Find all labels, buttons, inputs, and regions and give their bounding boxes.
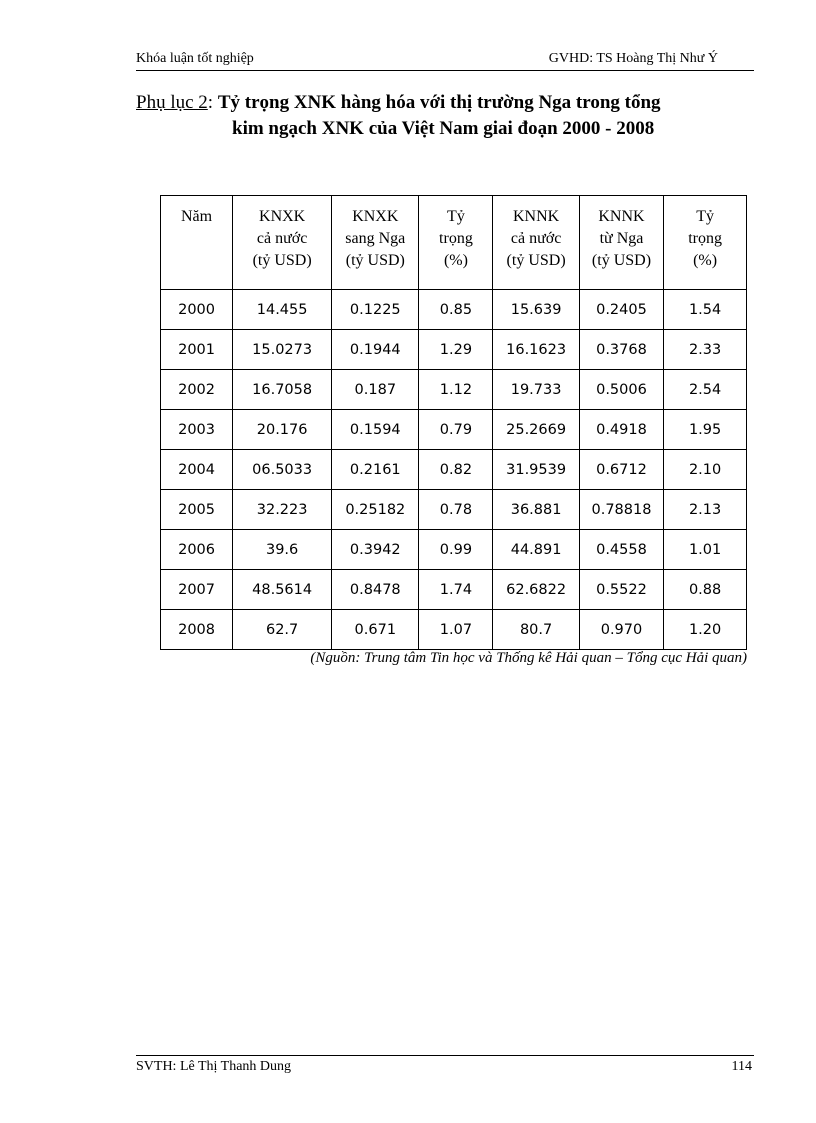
cell-export-total: 16.7058 (233, 370, 332, 410)
cell-export-share: 0.82 (419, 450, 493, 490)
cell-export-total: 06.5033 (233, 450, 332, 490)
header-line: (%) (443, 252, 468, 269)
cell-year: 2007 (161, 570, 233, 610)
table-row (161, 530, 747, 570)
header-line: (tỷ USD) (252, 252, 312, 269)
cell-export-share: 0.78 (419, 490, 493, 530)
cell-export-share: 0.79 (419, 410, 493, 450)
table-header-row (161, 196, 747, 290)
header-line: cả nước (256, 230, 308, 247)
header-thesis-label: Khóa luận tốt nghiệp (136, 51, 254, 66)
cell-export-share: 1.29 (419, 330, 493, 370)
cell-export-russia: 0.1225 (332, 290, 419, 330)
cell-import-share: 1.54 (664, 290, 747, 330)
cell-import-russia: 0.4918 (579, 410, 663, 450)
header-line: (tỷ USD) (506, 252, 566, 269)
header-year (161, 196, 233, 290)
cell-import-share: 1.20 (664, 610, 747, 650)
cell-export-total: 15.0273 (233, 330, 332, 370)
page-footer (136, 1055, 754, 1074)
table-row (161, 450, 747, 490)
table-row (161, 290, 747, 330)
cell-import-russia: 0.6712 (579, 450, 663, 490)
cell-export-share: 1.12 (419, 370, 493, 410)
cell-year: 2005 (161, 490, 233, 530)
cell-import-total: 80.7 (493, 610, 579, 650)
cell-import-russia: 0.78818 (579, 490, 663, 530)
cell-export-total: 32.223 (233, 490, 332, 530)
title-colon: : (207, 92, 218, 113)
cell-year: 2004 (161, 450, 233, 490)
cell-import-share: 1.95 (664, 410, 747, 450)
header-line: sang Nga (345, 230, 406, 247)
page-header (136, 50, 754, 71)
table-row (161, 610, 747, 650)
cell-year: 2002 (161, 370, 233, 410)
cell-import-share: 2.10 (664, 450, 747, 490)
cell-export-russia: 0.1944 (332, 330, 419, 370)
cell-import-total: 15.639 (493, 290, 579, 330)
header-line: Tỷ (696, 208, 714, 225)
table-row (161, 570, 747, 610)
header-line: KNNK (598, 208, 645, 225)
header-import-total (493, 196, 579, 290)
header-advisor: GVHD: TS Hoàng Thị Như Ý (548, 51, 718, 66)
cell-import-russia: 0.2405 (579, 290, 663, 330)
cell-import-share: 2.54 (664, 370, 747, 410)
cell-export-total: 62.7 (233, 610, 332, 650)
cell-import-russia: 0.3768 (579, 330, 663, 370)
footer-student: SVTH: Lê Thị Thanh Dung (136, 1059, 292, 1074)
cell-export-share: 1.74 (419, 570, 493, 610)
cell-year: 2003 (161, 410, 233, 450)
cell-export-russia: 0.1594 (332, 410, 419, 450)
cell-import-total: 62.6822 (493, 570, 579, 610)
cell-import-russia: 0.5006 (579, 370, 663, 410)
header-line: (tỷ USD) (345, 252, 405, 269)
title-line-2: kim ngạch XNK của Việt Nam giai đoạn 2000 - 2008 (232, 118, 655, 139)
header-line: cả nước (510, 230, 562, 247)
header-line: từ Nga (599, 230, 644, 247)
cell-year: 2001 (161, 330, 233, 370)
header-line: Tỷ (447, 208, 465, 225)
cell-export-russia: 0.8478 (332, 570, 419, 610)
cell-import-share: 0.88 (664, 570, 747, 610)
cell-export-total: 20.176 (233, 410, 332, 450)
cell-export-russia: 0.25182 (332, 490, 419, 530)
header-line: (%) (693, 252, 718, 269)
cell-export-russia: 0.671 (332, 610, 419, 650)
title-text-1: Tỷ trọng XNK hàng hóa với thị trường Nga trong tổng (217, 92, 661, 113)
header-line: (tỷ USD) (591, 252, 652, 269)
header-export-total (233, 196, 332, 290)
cell-export-russia: 0.187 (332, 370, 419, 410)
table-row (161, 410, 747, 450)
cell-import-total: 19.733 (493, 370, 579, 410)
table-row (161, 330, 747, 370)
cell-year: 2006 (161, 530, 233, 570)
cell-export-russia: 0.3942 (332, 530, 419, 570)
cell-export-russia: 0.2161 (332, 450, 419, 490)
cell-export-share: 1.07 (419, 610, 493, 650)
page-number: 114 (731, 1059, 752, 1074)
header-line: KNNK (513, 208, 560, 225)
cell-import-share: 2.33 (664, 330, 747, 370)
cell-export-total: 14.455 (233, 290, 332, 330)
title-line-1 (136, 90, 756, 116)
cell-import-total: 44.891 (493, 530, 579, 570)
cell-import-total: 31.9539 (493, 450, 579, 490)
cell-import-russia: 0.970 (579, 610, 663, 650)
trade-share-table (160, 195, 747, 650)
cell-year: 2008 (161, 610, 233, 650)
cell-export-share: 0.99 (419, 530, 493, 570)
header-import-russia (579, 196, 663, 290)
appendix-label: Phụ lục 2 (136, 92, 208, 113)
header-line: trọng (688, 230, 722, 247)
header-import-share (664, 196, 747, 290)
header-export-share (419, 196, 493, 290)
cell-import-russia: 0.5522 (579, 570, 663, 610)
cell-import-total: 16.1623 (493, 330, 579, 370)
cell-export-total: 48.5614 (233, 570, 332, 610)
header-line: KNXK (352, 208, 399, 225)
header-export-russia (332, 196, 419, 290)
table-row (161, 370, 747, 410)
header-line: trọng (439, 230, 473, 247)
cell-import-total: 25.2669 (493, 410, 579, 450)
cell-import-share: 1.01 (664, 530, 747, 570)
cell-export-total: 39.6 (233, 530, 332, 570)
appendix-title (136, 90, 756, 142)
header-line: KNXK (259, 208, 306, 225)
table-row (161, 490, 747, 530)
cell-export-share: 0.85 (419, 290, 493, 330)
cell-year: 2000 (161, 290, 233, 330)
header-year-line: Năm (181, 208, 213, 225)
cell-import-total: 36.881 (493, 490, 579, 530)
source-note: (Nguồn: Trung tâm Tin học và Thống kê Hải quan – Tổng cục Hải quan) (310, 650, 747, 666)
cell-import-russia: 0.4558 (579, 530, 663, 570)
cell-import-share: 2.13 (664, 490, 747, 530)
